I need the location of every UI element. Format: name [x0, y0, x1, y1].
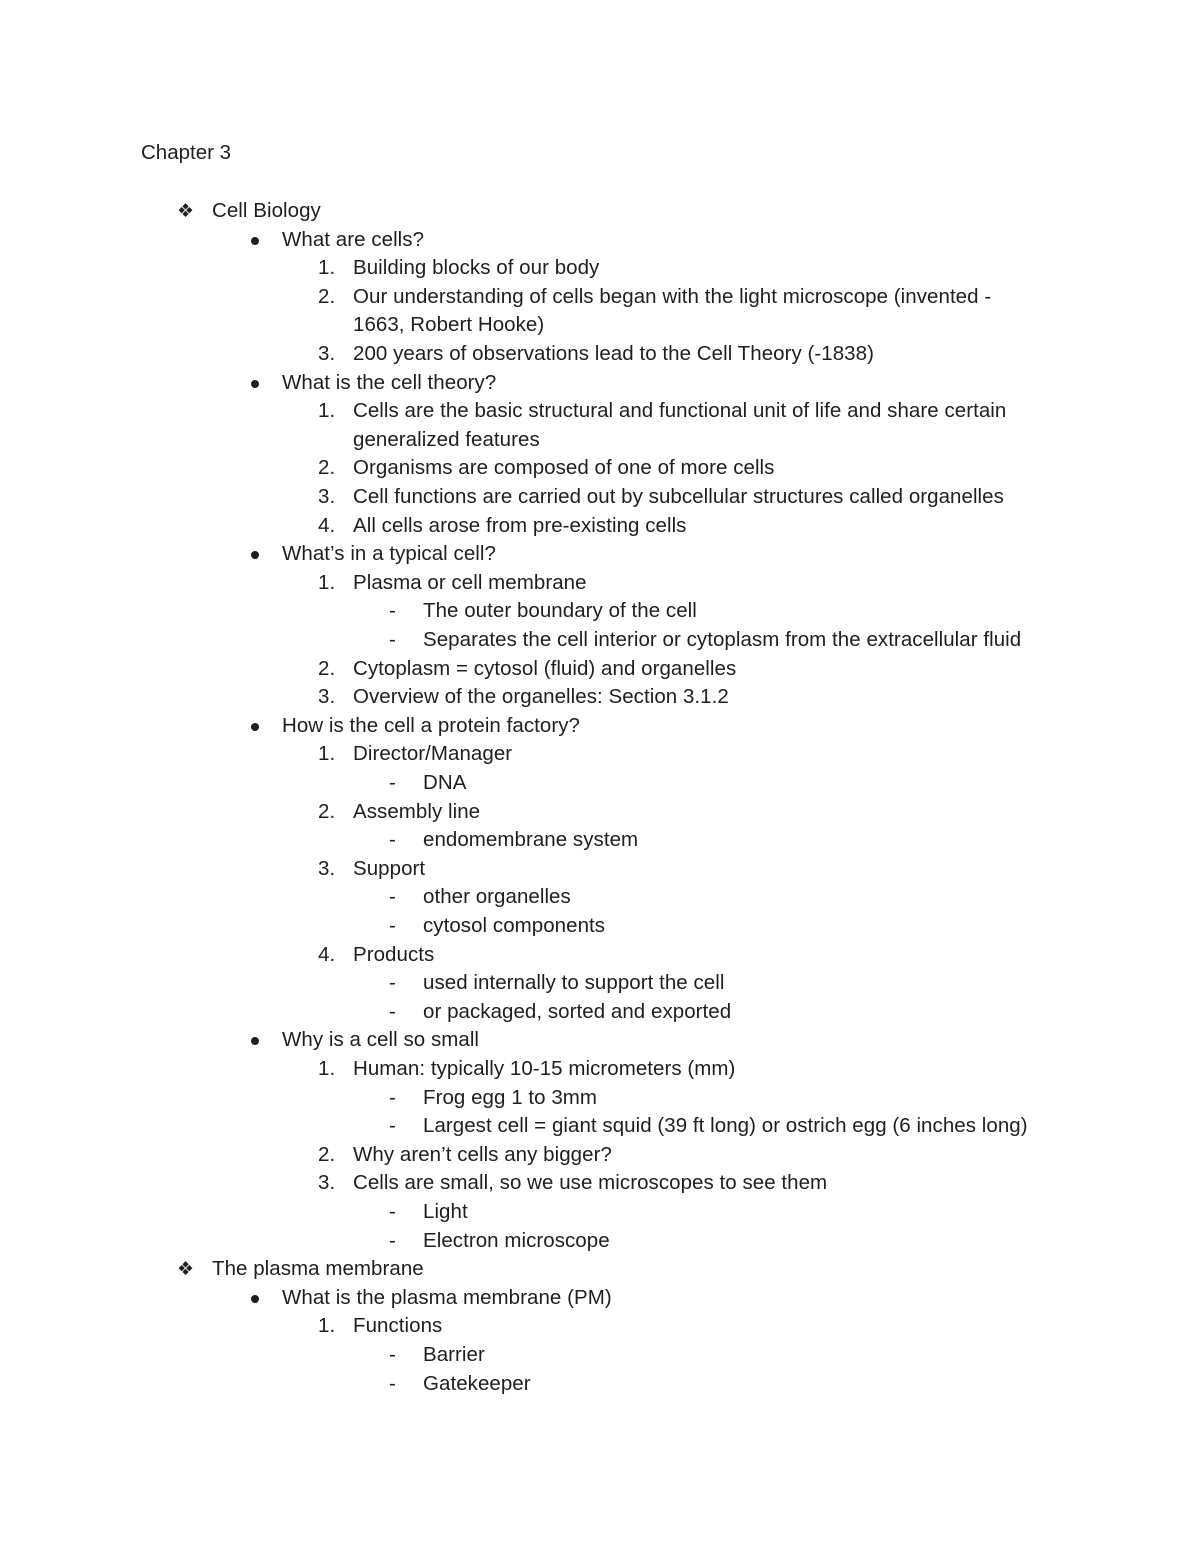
list-item: Overview of the organelles: Section 3.1.2 [353, 685, 729, 709]
list-item: Support [353, 856, 426, 880]
sub-item: DNA [423, 771, 467, 794]
sub-item-dash: - [389, 914, 396, 937]
sub-item-dash: - [389, 999, 396, 1023]
sub-item-dash: - [389, 1371, 396, 1395]
sub-item-dash: - [389, 599, 396, 623]
sub-item: Barrier [423, 1343, 485, 1366]
list-item-number: 3. [318, 685, 336, 709]
list-item: Organisms are composed of one of more cells [353, 456, 775, 480]
section-marker-icon: ❖ [177, 1259, 195, 1281]
bullet-dot-icon [251, 551, 259, 559]
question-heading: What’s in a typical cell? [282, 542, 496, 566]
list-item: Cells are the basic structural and functional unit of life and share certain [353, 399, 1007, 423]
bullet-dot-icon [251, 723, 259, 731]
list-item: 200 years of observations lead to the Cell Theory (-1838) [353, 342, 874, 365]
list-item-number: 2. [318, 456, 336, 480]
sub-item: Electron microscope [423, 1228, 610, 1252]
sub-item-dash: - [389, 1114, 396, 1138]
list-item: All cells arose from pre-existing cells [353, 513, 687, 537]
list-item: Functions [353, 1314, 443, 1338]
list-item-number: 1. [318, 570, 336, 594]
sub-item-dash: - [389, 1343, 396, 1366]
list-item: Why aren’t cells any bigger? [353, 1142, 612, 1166]
list-item: Human: typically 10-15 micrometers (mm) [353, 1057, 736, 1080]
bullet-dot-icon [251, 237, 259, 245]
sub-item-dash: - [389, 1228, 396, 1252]
sub-item: Separates the cell interior or cytoplasm from the extracellular fluid [423, 628, 1022, 651]
list-item-number: 4. [318, 513, 336, 537]
sub-item: cytosol components [423, 914, 606, 937]
list-item: Director/Manager [353, 742, 513, 766]
list-item-number: 2. [318, 656, 336, 680]
sub-item: The outer boundary of the cell [423, 599, 697, 623]
sub-item: other organelles [423, 885, 571, 909]
bullet-dot-icon [251, 380, 259, 388]
question-heading: What is the cell theory? [282, 370, 497, 394]
list-item: Plasma or cell membrane [353, 570, 587, 594]
list-item: Products [353, 942, 435, 966]
page-title: Chapter 3 [141, 141, 232, 164]
list-item-number: 3. [318, 1171, 336, 1195]
list-item: Assembly line [353, 799, 481, 823]
sub-item: used internally to support the cell [423, 971, 725, 995]
sub-item: Light [423, 1200, 468, 1223]
sub-item-dash: - [389, 771, 396, 794]
list-item: Building blocks of our body [353, 256, 600, 280]
section-heading: The plasma membrane [212, 1257, 424, 1281]
section-heading: Cell Biology [212, 199, 321, 222]
list-item-number: 1. [318, 742, 336, 766]
list-item-number: 4. [318, 942, 336, 966]
sub-item: Gatekeeper [423, 1371, 531, 1395]
list-item: Our understanding of cells began with the light microscope (invented - [353, 284, 992, 308]
sub-item: endomembrane system [423, 828, 639, 852]
list-item-number: 3. [318, 485, 336, 508]
sub-item: Largest cell = giant squid (39 ft long) or ostrich egg (6 inches long) [423, 1114, 1028, 1138]
list-item: Cell functions are carried out by subcellular structures called organelles [353, 485, 1004, 508]
sub-item: Frog egg 1 to 3mm [423, 1085, 598, 1109]
bullet-dot-icon [251, 1295, 259, 1303]
sub-item-dash: - [389, 1085, 396, 1109]
list-item-number: 2. [318, 1142, 336, 1166]
list-item: 1663, Robert Hooke) [353, 313, 545, 337]
list-item: Cytoplasm = cytosol (fluid) and organelles [353, 656, 737, 680]
sub-item: or packaged, sorted and exported [423, 999, 732, 1023]
list-item-number: 1. [318, 399, 336, 423]
section-marker-icon: ❖ [177, 201, 195, 222]
question-heading: What are cells? [282, 227, 425, 251]
sub-item-dash: - [389, 885, 396, 909]
list-item: Cells are small, so we use microscopes to see them [353, 1171, 828, 1195]
sub-item-dash: - [389, 971, 396, 995]
question-heading: Why is a cell so small [282, 1028, 480, 1052]
sub-item-dash: - [389, 628, 396, 651]
list-item: generalized features [353, 427, 540, 451]
question-heading: What is the plasma membrane (PM) [282, 1285, 612, 1309]
list-item-number: 2. [318, 284, 336, 308]
bullet-dot-icon [251, 1037, 259, 1045]
sub-item-dash: - [389, 1200, 396, 1223]
list-item-number: 2. [318, 799, 336, 823]
list-item-number: 3. [318, 342, 336, 365]
list-item-number: 1. [318, 1057, 336, 1080]
list-item-number: 3. [318, 856, 336, 880]
list-item-number: 1. [318, 1314, 336, 1338]
list-item-number: 1. [318, 256, 336, 280]
question-heading: How is the cell a protein factory? [282, 713, 580, 737]
sub-item-dash: - [389, 828, 396, 852]
